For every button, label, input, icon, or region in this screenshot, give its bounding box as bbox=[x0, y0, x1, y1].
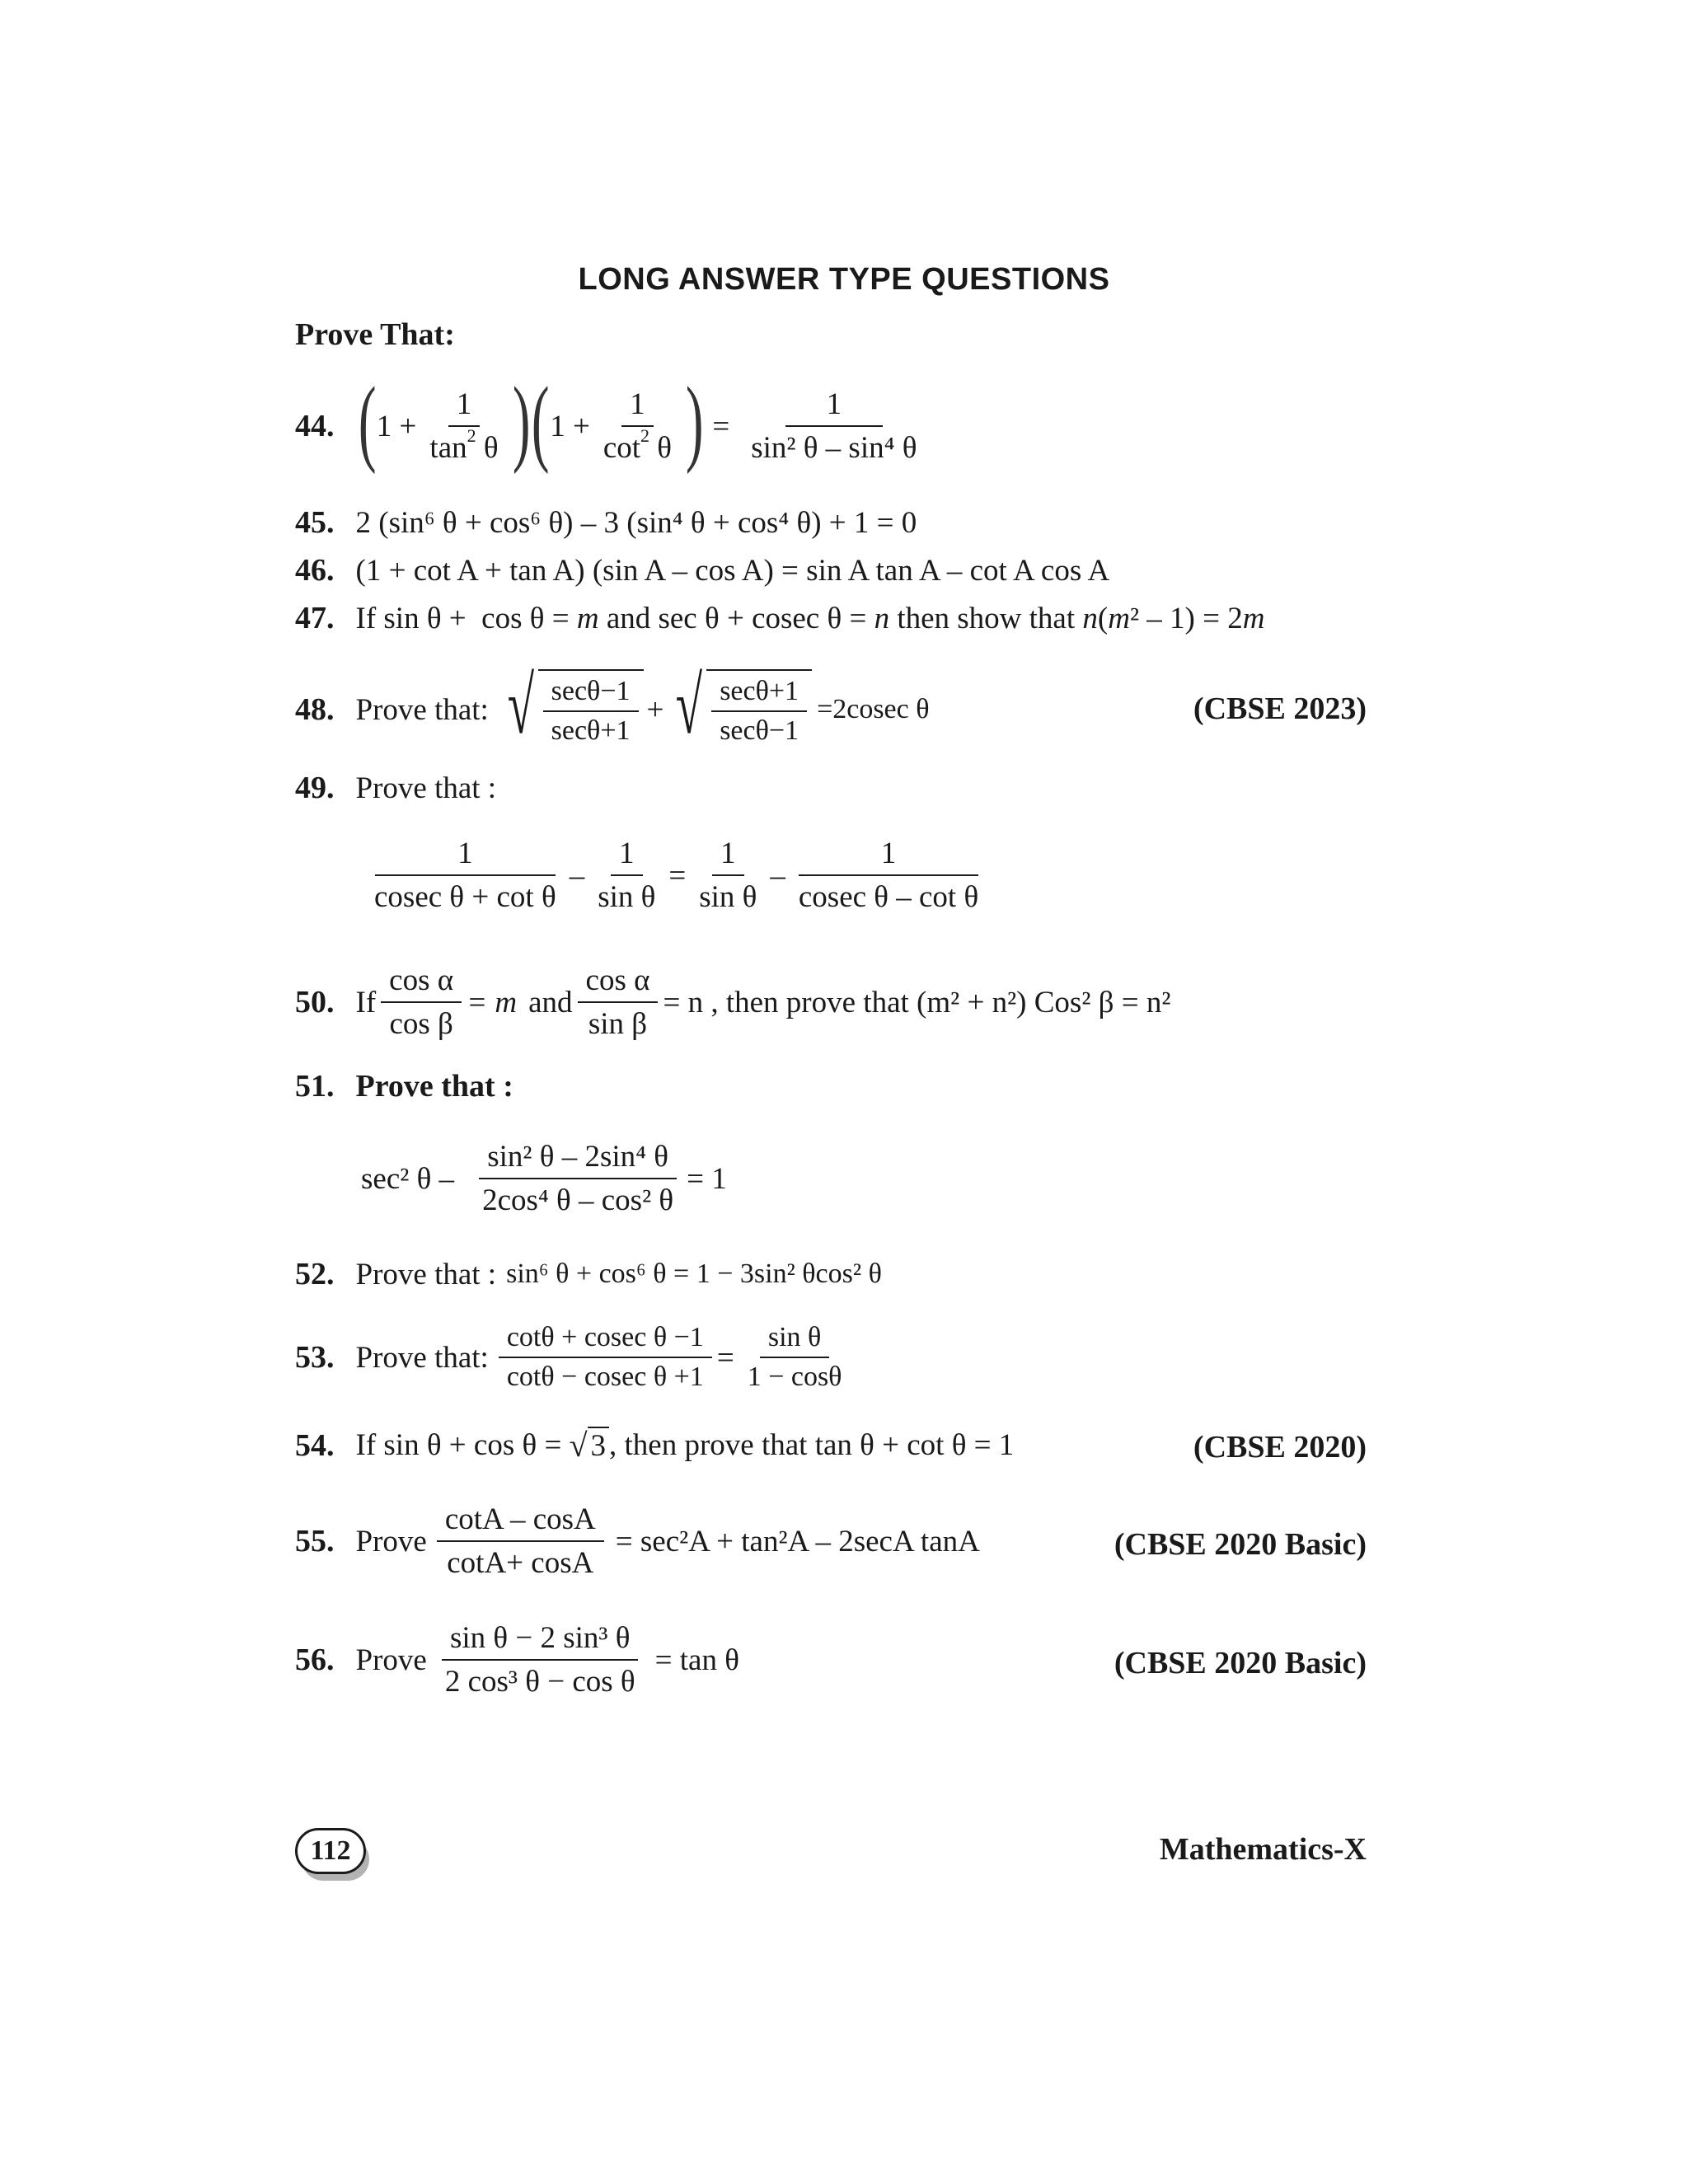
fraction bbox=[499, 1322, 712, 1393]
numerator: cos α bbox=[381, 963, 462, 1003]
question-number: 52. bbox=[295, 1257, 335, 1291]
prove-label: Prove that: bbox=[355, 692, 489, 727]
close-paren: ) bbox=[512, 367, 531, 475]
denominator: sin θ bbox=[598, 880, 656, 914]
fraction bbox=[437, 1502, 604, 1581]
prove-label: Prove that : bbox=[355, 771, 497, 805]
prove-label: Prove that : bbox=[355, 1069, 513, 1104]
fraction-1-over-tan2 bbox=[421, 387, 506, 466]
source-tag: (CBSE 2023) bbox=[1193, 691, 1367, 726]
one-plus: 1 + bbox=[376, 409, 417, 443]
fraction-rhs bbox=[743, 387, 925, 466]
question-number: 49. bbox=[295, 771, 335, 805]
fraction bbox=[711, 676, 807, 747]
numerator: 1 bbox=[799, 836, 979, 876]
question-number: 46. bbox=[295, 553, 335, 588]
rhs: = 1 bbox=[687, 1161, 727, 1196]
var-m: m bbox=[1242, 601, 1265, 635]
prove-label: Prove bbox=[355, 1524, 427, 1558]
question-text: (1 + cot A + tan A) (sin A – cos A) = sin A tan A – cot A cos A bbox=[355, 553, 1110, 588]
book-title: Mathematics-X bbox=[1159, 1832, 1367, 1867]
denominator: sin θ bbox=[699, 880, 757, 914]
denominator: cosec θ + cot θ bbox=[374, 880, 556, 914]
radicand: 3 bbox=[588, 1427, 610, 1464]
fraction bbox=[578, 963, 659, 1042]
question-44 bbox=[295, 367, 930, 475]
question-49 bbox=[295, 770, 496, 806]
plus-sign: + bbox=[646, 692, 664, 727]
question-46 bbox=[295, 552, 1109, 588]
close-paren: ) bbox=[685, 367, 704, 475]
var-m: m bbox=[576, 601, 599, 635]
numerator: 1 bbox=[712, 836, 744, 876]
question-text: then show that bbox=[889, 601, 1083, 635]
open-paren: ( bbox=[531, 367, 550, 475]
cot-label: cot bbox=[603, 431, 641, 465]
denominator: secθ+1 bbox=[551, 715, 631, 746]
rhs: = tan θ bbox=[654, 1643, 739, 1677]
radical-sign: √ bbox=[569, 1427, 588, 1464]
denominator: 2 cos³ θ − cos θ bbox=[444, 1665, 635, 1699]
question-number: 50. bbox=[295, 985, 335, 1019]
question-50 bbox=[295, 963, 1170, 1042]
question-number: 51. bbox=[295, 1069, 335, 1104]
if-label: If bbox=[355, 985, 377, 1019]
source-tag: (CBSE 2020 Basic) bbox=[1114, 1527, 1367, 1562]
denominator: 2cos⁴ θ – cos² θ bbox=[482, 1183, 674, 1217]
denominator: cotθ − cosec θ +1 bbox=[506, 1361, 704, 1392]
question-number: 56. bbox=[295, 1643, 335, 1677]
question-number: 44. bbox=[295, 409, 335, 443]
question-text: 2 (sin⁶ θ + cos⁶ θ) – 3 (sin⁴ θ + cos⁴ θ) + 1 = 0 bbox=[355, 505, 917, 540]
prove-label: Prove that: bbox=[355, 1340, 489, 1375]
denominator: sin β bbox=[588, 1007, 648, 1041]
question-56 bbox=[295, 1620, 739, 1699]
open-paren: ( bbox=[358, 367, 376, 475]
numerator: sin θ bbox=[760, 1322, 829, 1358]
numerator: secθ−1 bbox=[543, 676, 639, 712]
page-number: 112 bbox=[295, 1828, 366, 1874]
var-m: m bbox=[1108, 601, 1130, 635]
question-53 bbox=[295, 1322, 855, 1393]
question-47 bbox=[295, 600, 1264, 636]
radical-sign: √ bbox=[676, 662, 703, 751]
minus-sign: – bbox=[770, 858, 785, 893]
denominator: 1 − cosθ bbox=[747, 1361, 842, 1392]
numerator: cotA – cosA bbox=[437, 1502, 604, 1542]
fraction bbox=[739, 1322, 851, 1393]
numerator: sin² θ – 2sin⁴ θ bbox=[479, 1139, 677, 1179]
prove-label: Prove bbox=[355, 1643, 427, 1677]
fraction bbox=[474, 1139, 682, 1218]
equals-sign: = bbox=[716, 1340, 734, 1375]
numerator: 1 bbox=[785, 387, 884, 427]
page-heading: LONG ANSWER TYPE QUESTIONS bbox=[578, 262, 1110, 297]
question-49-equation bbox=[361, 836, 992, 915]
numerator: cotθ + cosec θ −1 bbox=[499, 1322, 712, 1358]
question-text: ( bbox=[1097, 601, 1109, 635]
rhs: =2cosec θ bbox=[817, 694, 930, 724]
denominator: $\cot^2 \theta$ bbox=[603, 424, 673, 465]
question-45 bbox=[295, 504, 917, 541]
denominator: cosec θ – cot θ bbox=[798, 880, 979, 914]
numerator: cos α bbox=[578, 963, 659, 1003]
question-text: , then prove that tan θ + cot θ = 1 bbox=[609, 1428, 1015, 1462]
fraction bbox=[790, 836, 987, 915]
denominator: sin² θ – sin⁴ θ bbox=[751, 431, 917, 465]
question-number: 48. bbox=[295, 692, 335, 727]
theta-label: θ bbox=[657, 431, 673, 465]
rhs: = sec²A + tan²A – 2secA tanA bbox=[615, 1524, 980, 1558]
var-n: n bbox=[1082, 601, 1098, 635]
question-54 bbox=[295, 1426, 1014, 1465]
fraction bbox=[543, 676, 639, 747]
tan-label: tan bbox=[429, 431, 467, 465]
fraction bbox=[691, 836, 765, 915]
numerator: 1 bbox=[375, 836, 556, 876]
fraction bbox=[381, 963, 462, 1042]
denominator: cos β bbox=[389, 1007, 453, 1041]
equals-sign: = bbox=[668, 858, 687, 893]
question-number: 47. bbox=[295, 601, 335, 635]
question-55 bbox=[295, 1502, 980, 1581]
question-48 bbox=[295, 662, 930, 751]
theta-label: θ bbox=[483, 431, 499, 465]
denominator: $\tan^2 \theta$ bbox=[429, 424, 499, 465]
question-text: If sin θ + cos θ = bbox=[355, 601, 577, 635]
numerator: 1 bbox=[448, 387, 481, 427]
question-52 bbox=[295, 1256, 882, 1292]
radical-sign: √ bbox=[507, 662, 534, 751]
prove-label: Prove that : bbox=[355, 1257, 497, 1291]
numerator: sin θ − 2 sin³ θ bbox=[442, 1620, 639, 1661]
question-number: 54. bbox=[295, 1427, 335, 1463]
equals-m: = m bbox=[467, 985, 518, 1019]
question-51-equation bbox=[361, 1139, 727, 1218]
numerator: secθ+1 bbox=[711, 676, 807, 712]
sqrt-term-1 bbox=[499, 662, 644, 751]
lhs: sec² θ – bbox=[361, 1161, 455, 1196]
var-n: n bbox=[874, 601, 890, 635]
and-label: and bbox=[528, 985, 573, 1019]
question-text: ² – 1) = 2 bbox=[1129, 601, 1243, 635]
fraction bbox=[589, 836, 663, 915]
source-tag: (CBSE 2020) bbox=[1193, 1430, 1367, 1465]
equals-sign: = bbox=[712, 409, 730, 443]
section-subheading: Prove That: bbox=[295, 317, 455, 352]
denominator: cotA+ cosA bbox=[447, 1546, 594, 1580]
question-text: = n , then prove that (m² + n²) Cos² β = n² bbox=[663, 985, 1171, 1019]
fraction bbox=[366, 836, 565, 915]
minus-sign: – bbox=[569, 858, 585, 893]
source-tag: (CBSE 2020 Basic) bbox=[1114, 1646, 1367, 1680]
question-text: If sin θ + cos θ = bbox=[355, 1428, 570, 1462]
numerator: 1 bbox=[611, 836, 643, 876]
denominator: secθ−1 bbox=[720, 715, 799, 746]
fraction-1-over-cot2 bbox=[595, 387, 680, 466]
one-plus: 1 + bbox=[550, 409, 590, 443]
numerator: 1 bbox=[621, 387, 654, 427]
question-number: 55. bbox=[295, 1524, 335, 1558]
question-text: and sec θ + cosec θ = bbox=[598, 601, 874, 635]
question-51 bbox=[295, 1068, 513, 1104]
expression: sin⁶ θ + cos⁶ θ = 1 − 3sin² θcos² θ bbox=[506, 1258, 882, 1289]
question-number: 45. bbox=[295, 505, 335, 540]
sqrt-term-2 bbox=[667, 662, 812, 751]
fraction bbox=[437, 1620, 644, 1699]
question-number: 53. bbox=[295, 1340, 335, 1375]
